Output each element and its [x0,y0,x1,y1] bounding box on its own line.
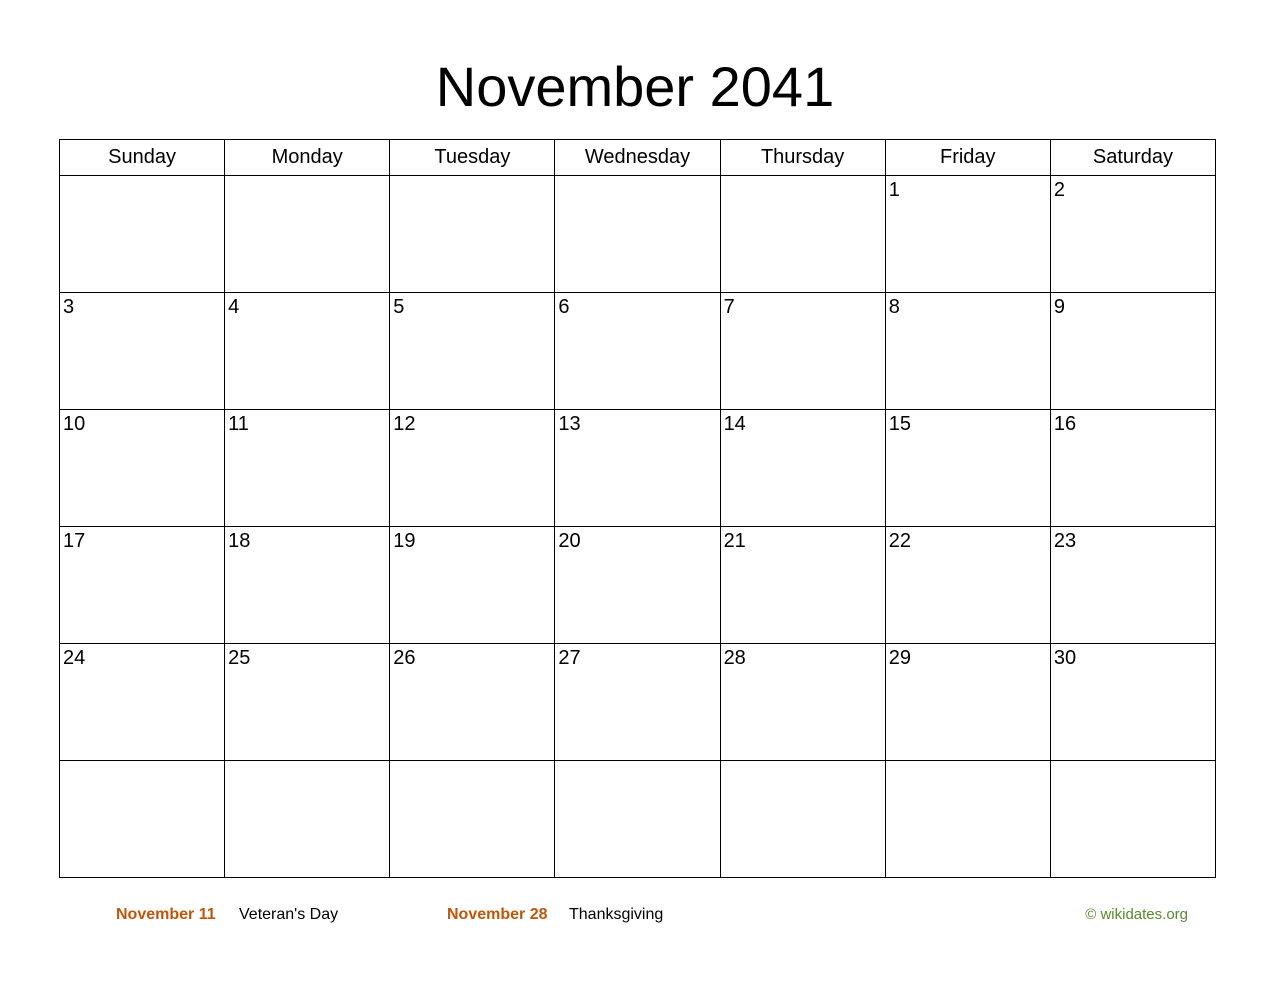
day-number: 30 [1053,647,1077,669]
day-cell [225,293,390,410]
day-cell [390,527,555,644]
day-cell [885,527,1050,644]
day-cell [60,527,225,644]
day-number: 28 [723,647,746,669]
day-number [225,761,389,763]
day-cell [390,761,555,878]
weekday-header-wednesday: Wednesday [555,140,720,176]
weekday-header-tuesday: Tuesday [390,140,555,176]
day-cell [225,527,390,644]
day-number: 22 [888,530,911,552]
week-row [60,761,1216,878]
day-number [555,176,719,178]
day-number: 13 [558,413,581,435]
week-row [60,410,1216,527]
day-cell [1050,761,1215,878]
day-cell [225,644,390,761]
day-number: 9 [1053,296,1065,318]
day-cell [390,644,555,761]
day-number: 26 [393,647,416,669]
day-number [721,176,885,178]
day-number [60,761,224,763]
holiday-name-thanksgiving: Thanksgiving [569,906,664,923]
day-cell [720,527,885,644]
day-cell [555,527,720,644]
day-number: 3 [63,296,75,318]
day-cell [885,644,1050,761]
day-cell [1050,176,1215,293]
day-number: 2 [1053,179,1065,201]
day-cell [60,761,225,878]
day-cell [555,176,720,293]
day-cell [720,410,885,527]
day-number: 23 [1053,530,1077,552]
day-cell [885,293,1050,410]
day-cell [60,644,225,761]
day-cell [555,644,720,761]
day-number [555,761,719,763]
day-cell [720,761,885,878]
day-number: 4 [228,296,240,318]
weekday-header-saturday: Saturday [1050,140,1215,176]
day-number: 27 [558,647,581,669]
holiday-name-veterans-day: Veteran's Day [239,906,339,923]
day-cell [885,176,1050,293]
day-cell [60,410,225,527]
day-number: 29 [888,647,911,669]
day-number: 16 [1053,413,1077,435]
day-cell [225,176,390,293]
day-cell [720,644,885,761]
day-cell [60,293,225,410]
day-number: 19 [393,530,416,552]
site-credit: © wikidates.org [1085,906,1188,923]
day-number [225,176,389,178]
day-cell [885,410,1050,527]
day-cell [1050,527,1215,644]
day-cell [390,293,555,410]
week-row [60,527,1216,644]
day-number: 18 [228,530,251,552]
calendar-title: November 2041 [435,55,835,118]
week-row [60,293,1216,410]
day-cell [555,410,720,527]
week-row [60,644,1216,761]
day-cell [885,761,1050,878]
day-number: 5 [393,296,405,318]
day-cell [555,293,720,410]
day-cell [390,176,555,293]
day-number [1051,761,1215,763]
day-cell [1050,293,1215,410]
day-number: 7 [723,296,735,318]
day-number: 15 [888,413,911,435]
day-cell [60,176,225,293]
day-number: 10 [63,413,86,435]
day-number: 17 [63,530,86,552]
day-number: 8 [888,296,900,318]
day-number [886,761,1050,763]
weekday-header-row [60,140,1216,176]
day-cell [555,761,720,878]
day-number: 24 [63,647,86,669]
weekday-header-sunday: Sunday [60,140,225,176]
day-cell [1050,644,1215,761]
weekday-header-thursday: Thursday [720,140,885,176]
day-number: 11 [228,413,249,435]
day-number: 1 [888,179,900,201]
day-number: 14 [723,413,746,435]
day-number: 21 [723,530,746,552]
calendar-grid [59,139,1216,878]
weekday-header-monday: Monday [225,140,390,176]
day-cell [720,176,885,293]
week-row [60,176,1216,293]
holiday-date-veterans-day: November 11 [116,906,216,923]
day-cell [720,293,885,410]
day-number: 20 [558,530,581,552]
holiday-date-thanksgiving: November 28 [447,906,548,923]
day-cell [1050,410,1215,527]
day-number [390,761,554,763]
day-cell [390,410,555,527]
day-cell [225,761,390,878]
day-number: 12 [393,413,416,435]
day-number [60,176,224,178]
weekday-header-friday: Friday [885,140,1050,176]
day-number: 25 [228,647,251,669]
day-cell [225,410,390,527]
day-number [721,761,885,763]
day-number [390,176,554,178]
day-number: 6 [558,296,570,318]
